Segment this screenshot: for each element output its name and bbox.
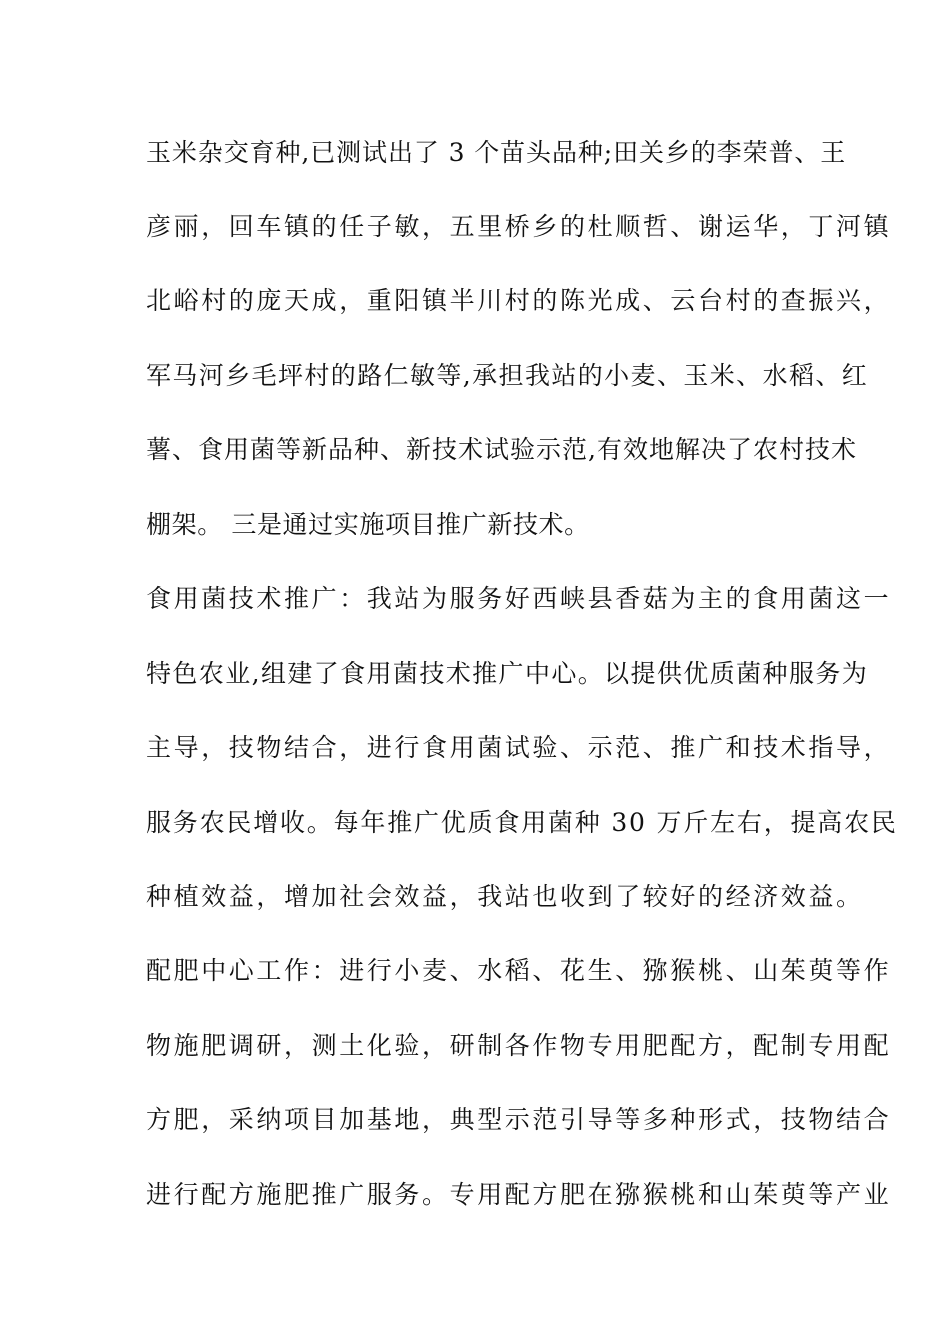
text-line: 彦丽，回车镇的任子敏，五里桥乡的杜顺哲、谢运华，丁河镇 [146, 212, 892, 241]
text-line: 方肥，采纳项目加基地，典型示范引导等多种形式，技物结合 [146, 1105, 892, 1134]
text-line: 种植效益，增加社会效益，我站也收到了较好的经济效益。 [146, 882, 864, 911]
text-line: 食用菌技术推广：我站为服务好西峡县香菇为主的食用菌这一 [146, 584, 892, 613]
text-line: 主导，技物结合，进行食用菌试验、示范、推广和技术指导， [146, 733, 892, 762]
text-line: 棚架。 三是通过实施项目推广新技术。 [146, 510, 590, 539]
text-line: 特色农业,组建了食用菌技术推广中心。以提供优质菌种服务为 [146, 659, 869, 688]
text-line: 配肥中心工作：进行小麦、水稻、花生、猕猴桃、山茱萸等作 [146, 956, 892, 985]
text-line: 物施肥调研，测土化验，研制各作物专用肥配方，配制专用配 [146, 1031, 892, 1060]
text-line: 北峪村的庞天成，重阳镇半川村的陈光成、云台村的查振兴， [146, 286, 892, 315]
text-line: 军马河乡毛坪村的路仁敏等,承担我站的小麦、玉米、水稻、红 [146, 361, 869, 390]
text-line: 玉米杂交育种,已测试出了 3 个苗头品种;田关乡的李荣普、王 [146, 138, 847, 167]
text-line: 薯、食用菌等新品种、新技术试验示范,有效地解决了农村技术 [146, 435, 857, 464]
text-line: 进行配方施肥推广服务。专用配方肥在猕猴桃和山茱萸等产业 [146, 1180, 892, 1209]
text-line: 服务农民增收。每年推广优质食用菌种 30 万斤左右，提高农民 [146, 808, 898, 837]
